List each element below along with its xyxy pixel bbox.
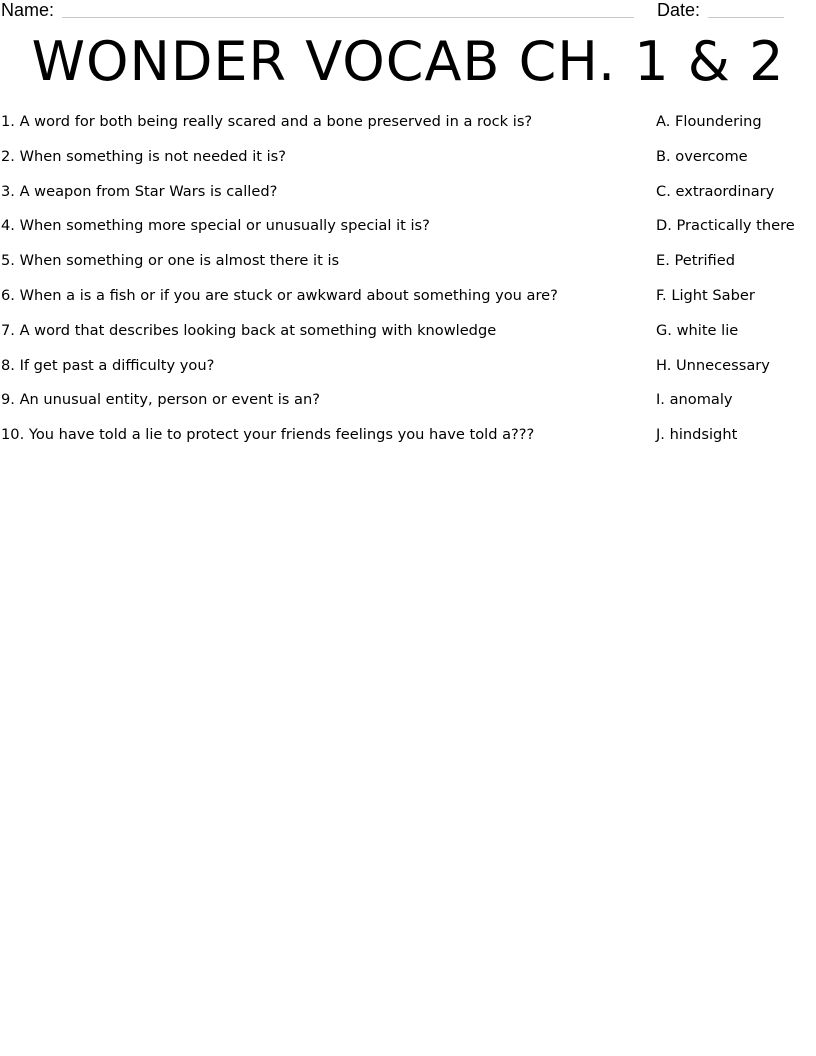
question-item: 8. If get past a difficulty you? — [1, 356, 215, 374]
answer-item: J. hindsight — [656, 426, 738, 444]
answer-item: A. Floundering — [656, 113, 762, 130]
question-item: 10. You have told a lie to protect your friends feelings you have told a??? — [1, 426, 535, 444]
answer-item: G. white lie — [656, 321, 739, 339]
question-item: 1. A word for both being really scared and a bone preserved in a rock is? — [1, 113, 533, 130]
name-label: Name: — [1, 0, 55, 20]
question-item: 9. An unusual entity, person or event is an? — [1, 391, 320, 409]
answer-item: C. extraordinary — [656, 182, 775, 200]
answer-item: D. Practically there — [656, 217, 795, 235]
date-label: Date: — [657, 0, 701, 20]
answer-item: B. overcome — [656, 147, 748, 165]
date-blank-line — [708, 17, 784, 18]
question-item: 3. A weapon from Star Wars is called? — [1, 182, 278, 200]
question-item: 5. When something or one is almost there it is — [1, 252, 340, 270]
question-item: 2. When something is not needed it is? — [1, 147, 287, 165]
name-blank-line — [62, 17, 634, 18]
question-item: 6. When a is a fish or if you are stuck or awkward about something you are? — [1, 286, 558, 304]
worksheet-header — [0, 0, 816, 24]
question-list — [1, 112, 641, 460]
answer-item: I. anomaly — [656, 391, 733, 409]
worksheet-title: WONDER VOCAB CH. 1 & 2 — [31, 30, 785, 93]
answer-item: E. Petrified — [656, 252, 735, 270]
question-item: 4. When something more special or unusually special it is? — [1, 217, 430, 235]
answer-list — [656, 112, 816, 460]
question-item: 7. A word that describes looking back at something with knowledge — [1, 321, 497, 339]
answer-item: H. Unnecessary — [656, 356, 770, 374]
answer-item: F. Light Saber — [656, 286, 755, 304]
